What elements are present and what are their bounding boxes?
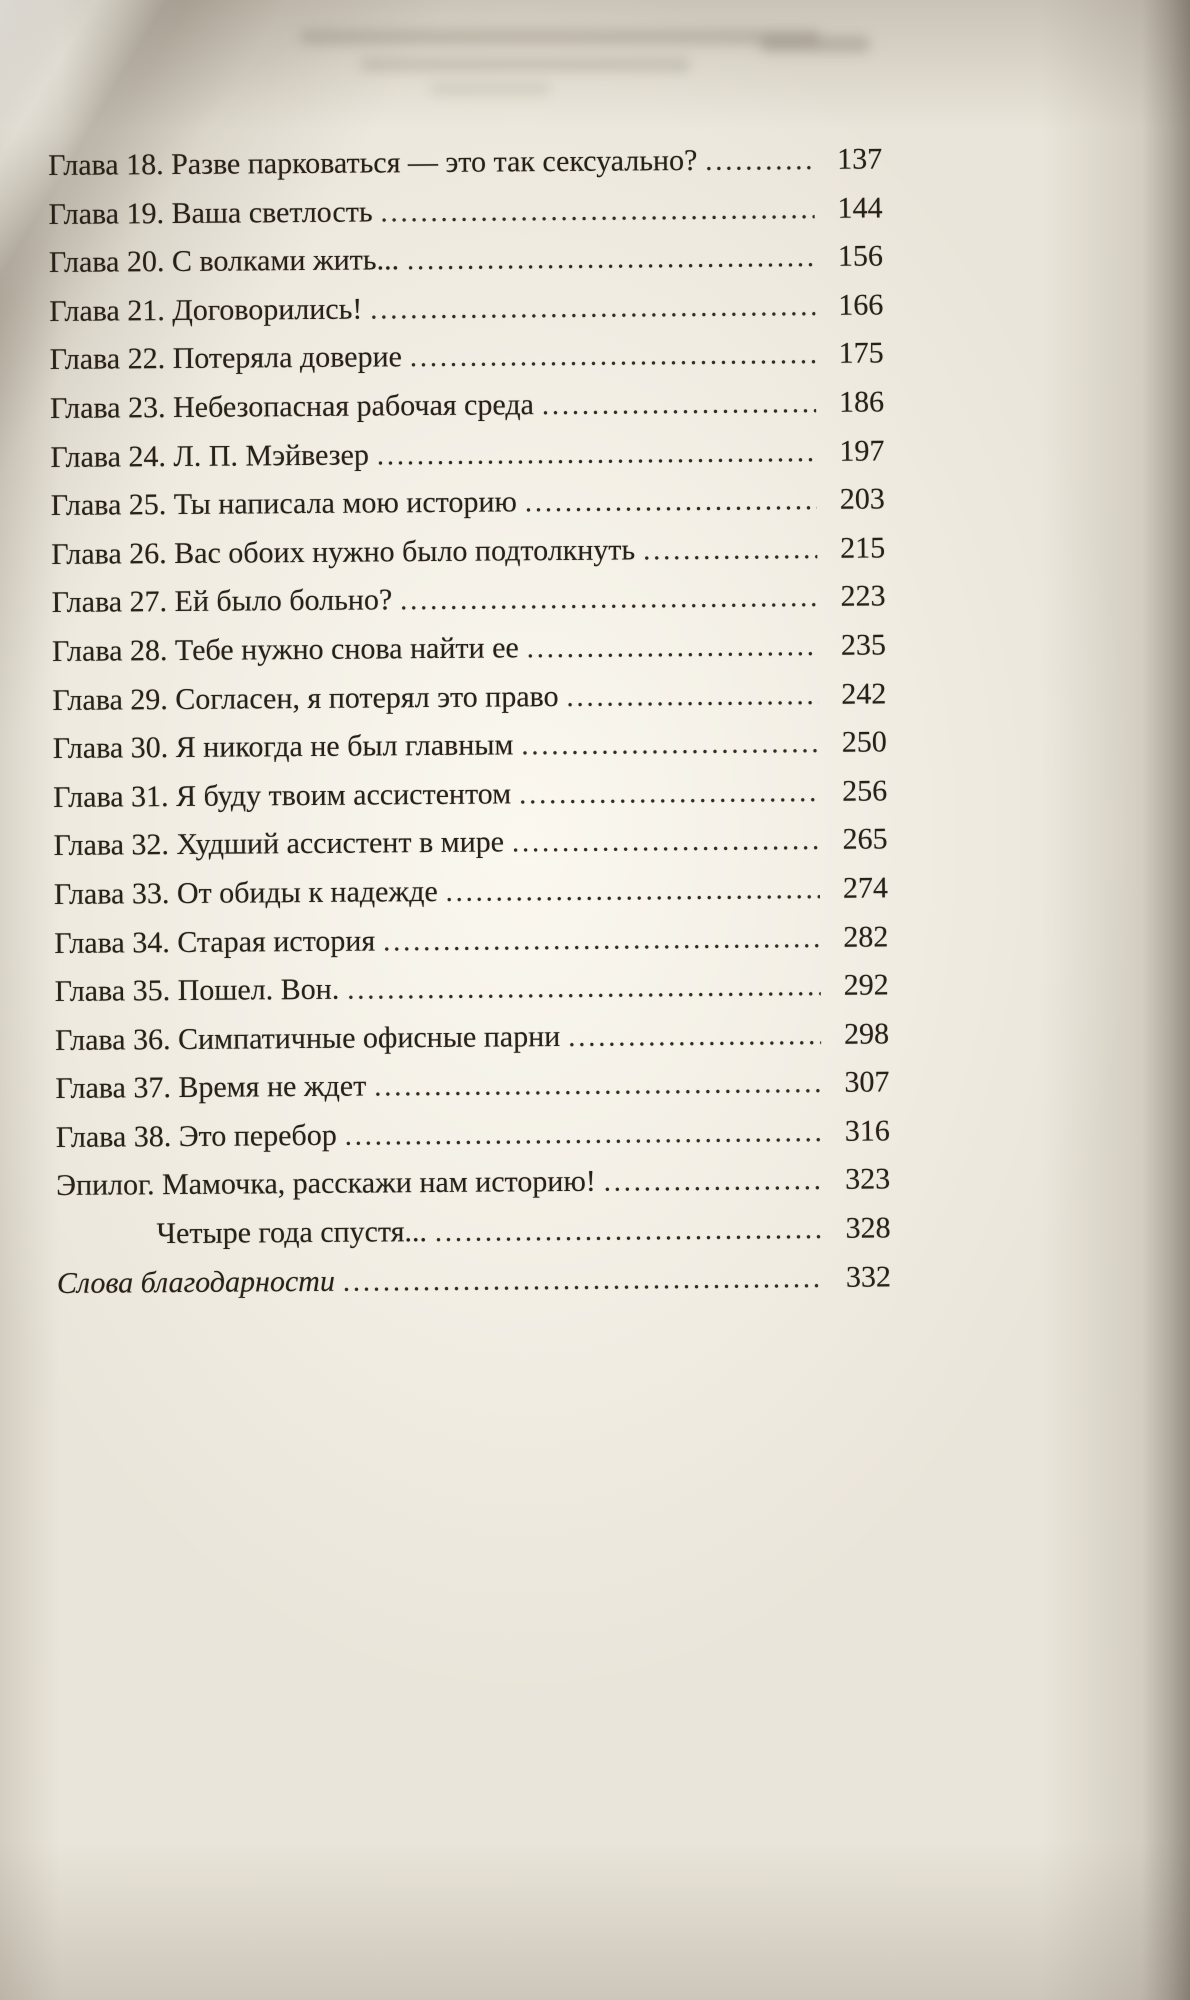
dot-leader <box>377 428 817 481</box>
dot-leader <box>343 1254 823 1307</box>
toc-entry-label: Глава 33. От обиды к надежде <box>53 874 438 911</box>
toc-entry-page: 186 <box>838 385 885 419</box>
toc-entry-page: 156 <box>837 239 884 273</box>
ink-bleedthrough <box>760 36 870 52</box>
dot-leader <box>519 768 819 820</box>
toc-entry <box>50 330 884 385</box>
toc-entry <box>49 233 883 288</box>
toc-entry <box>53 719 887 774</box>
toc-entry-page: 137 <box>837 142 883 176</box>
dot-leader <box>568 1011 821 1063</box>
toc-entry-label: Глава 30. Я никогда не был главным <box>52 728 514 766</box>
toc-entry-label: Глава 21. Договорились! <box>49 292 363 328</box>
dot-leader <box>643 525 817 576</box>
toc-entry-page: 282 <box>843 919 889 954</box>
toc-entry-label: Глава 25. Ты написала мою историю <box>50 485 518 523</box>
toc-entry <box>56 1156 890 1211</box>
toc-entry-label: Глава 18. Разве парковаться — это так сексуально? <box>48 143 698 182</box>
toc-entry-page: 203 <box>839 482 885 516</box>
dot-leader <box>370 282 815 335</box>
dot-leader <box>374 1059 822 1112</box>
toc-entry-page: 256 <box>841 774 888 808</box>
toc-entry <box>55 1010 889 1065</box>
toc-entry-label: Глава 23. Небезопасная рабочая среда <box>49 388 535 425</box>
toc-entry-label: Глава 29. Согласен, я потерял это право <box>52 679 559 717</box>
toc-entry-page: 316 <box>844 1114 890 1148</box>
toc-entry-page: 242 <box>841 676 887 711</box>
dot-leader <box>400 573 818 626</box>
dot-leader <box>512 816 820 868</box>
toc-entry-label: Слова благодарности <box>56 1264 336 1300</box>
dot-leader <box>542 379 817 431</box>
toc-entry <box>56 1107 890 1162</box>
toc-entry-page: 215 <box>840 531 886 565</box>
toc-entry-page: 292 <box>843 968 889 1002</box>
toc-entry <box>50 427 884 482</box>
toc-entry-page: 166 <box>838 288 884 322</box>
dot-leader <box>525 476 817 528</box>
toc-entry-page: 223 <box>840 579 886 614</box>
toc-entry <box>57 1253 891 1308</box>
toc-entry-label: Глава 28. Тебе нужно снова найти ее <box>51 631 519 668</box>
toc-entry-page: 298 <box>843 1017 890 1051</box>
dot-leader <box>407 233 815 286</box>
table-of-contents <box>48 135 891 1308</box>
toc-entry-label: Глава 37. Время не ждет <box>55 1069 367 1106</box>
dot-leader <box>410 330 816 383</box>
toc-entry-label: Глава 27. Ей было больно? <box>51 583 393 620</box>
toc-entry-page: 307 <box>844 1065 890 1100</box>
toc-entry-page: 332 <box>845 1260 892 1294</box>
ink-bleedthrough <box>300 30 820 44</box>
dot-leader <box>521 719 819 771</box>
toc-entry-label: Глава 34. Старая история <box>54 923 376 960</box>
toc-entry <box>51 573 885 628</box>
toc-entry <box>48 184 882 239</box>
toc-entry <box>53 816 887 871</box>
toc-entry <box>52 621 886 676</box>
toc-entry-page: 274 <box>842 871 889 905</box>
toc-entry-page: 144 <box>837 191 883 225</box>
dot-leader <box>604 1156 823 1207</box>
toc-entry <box>56 1204 890 1259</box>
toc-entry <box>55 1059 889 1114</box>
toc-entry-page: 250 <box>841 725 887 759</box>
ink-bleedthrough <box>360 58 690 71</box>
ink-bleedthrough <box>430 84 550 94</box>
toc-entry-label: Глава 36. Симпатичные офисные парни <box>54 1019 561 1057</box>
toc-entry <box>52 670 886 725</box>
toc-entry <box>54 864 888 919</box>
dot-leader <box>705 136 814 186</box>
toc-entry-label: Глава 35. Пошел. Вон. <box>54 972 340 1009</box>
toc-entry <box>50 378 884 433</box>
toc-entry <box>49 281 883 336</box>
toc-entry-label: Глава 31. Я буду твоим ассистентом <box>53 777 512 814</box>
toc-entry-label: Глава 26. Вас обоих нужно было подтолкнуть <box>51 533 636 571</box>
toc-entry-page: 197 <box>839 434 885 468</box>
toc-entry-label: Глава 32. Худший ассистент в мире <box>53 825 505 863</box>
toc-entry <box>48 135 882 190</box>
toc-entry <box>54 962 888 1017</box>
dot-leader <box>446 865 821 918</box>
dot-leader <box>527 622 819 674</box>
toc-entry-page: 175 <box>838 336 884 371</box>
toc-entry-label: Эпилог. Мамочка, расскажи нам историю! <box>56 1165 596 1203</box>
toc-entry <box>51 524 885 579</box>
toc-entry-page: 328 <box>845 1211 891 1245</box>
dot-leader <box>435 1205 823 1258</box>
dot-leader <box>380 185 814 238</box>
toc-entry-page: 323 <box>845 1162 891 1197</box>
toc-entry-label: Глава 19. Ваша светлость <box>48 195 373 231</box>
dot-leader <box>345 1108 822 1161</box>
toc-entry <box>53 767 887 822</box>
dot-leader <box>383 913 820 966</box>
toc-entry <box>54 913 888 968</box>
toc-entry-label: Глава 20. С волками жить... <box>48 243 400 280</box>
toc-entry-page: 265 <box>842 822 888 857</box>
toc-entry-label: Глава 22. Потеряла доверие <box>49 340 403 377</box>
toc-entry <box>51 476 885 531</box>
toc-entry-page: 235 <box>840 628 887 662</box>
toc-entry-label: Глава 24. Л. П. Мэйвезер <box>50 438 370 474</box>
toc-entry-label: Глава 38. Это перебор <box>55 1118 337 1154</box>
dot-leader <box>566 670 818 722</box>
dot-leader <box>347 962 821 1015</box>
toc-entry-label: Четыре года спустя... <box>156 1215 428 1251</box>
